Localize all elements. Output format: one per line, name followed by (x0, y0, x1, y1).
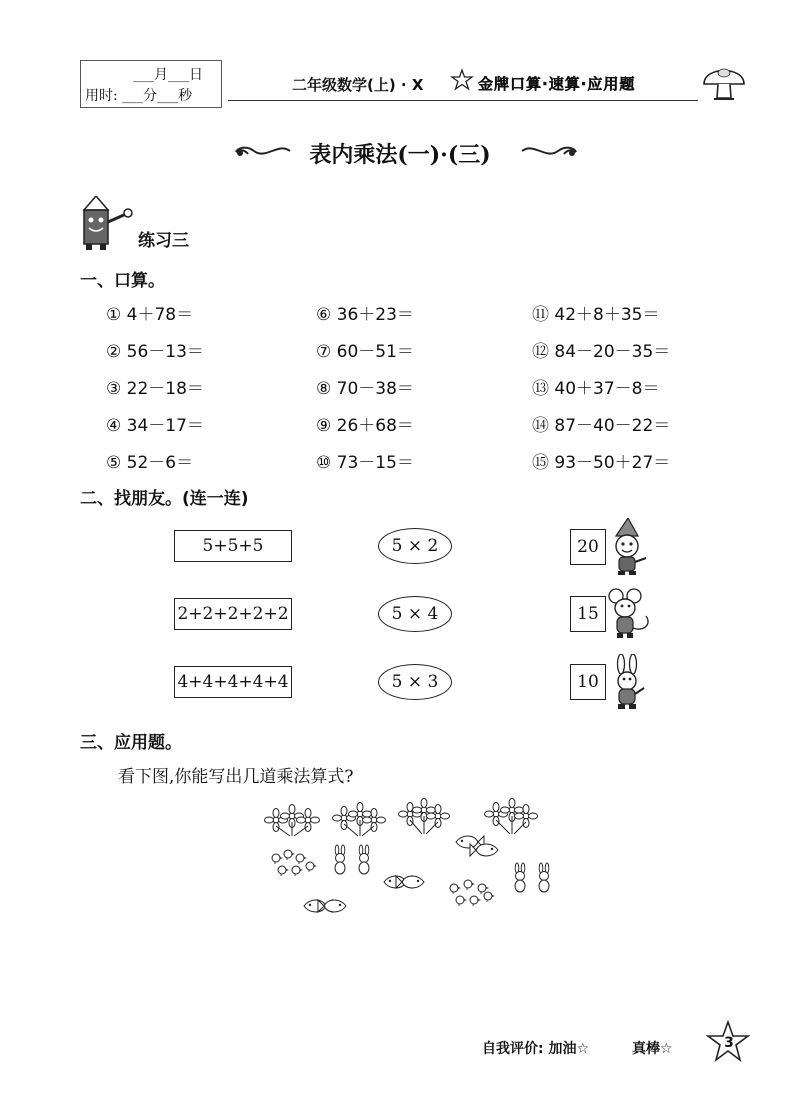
section1-heading: 一、口算。 (80, 271, 165, 291)
rabbit-icon (606, 654, 650, 714)
exercise-12: ⑫ 84－20－35＝ (532, 342, 671, 362)
date-line: ___月___日 (133, 67, 203, 83)
sum-box-3[interactable]: 4+4+4+4+4 (174, 666, 292, 698)
exercise-13: ⑬ 40＋37－8＝ (532, 379, 660, 399)
chicks-group-2 (450, 880, 495, 906)
exercise-9: ⑨ 26＋68＝ (316, 416, 414, 436)
fish-pair-1 (456, 836, 498, 856)
exercise-15: ⑮ 93－50＋27＝ (532, 453, 671, 473)
section2-heading: 二、找朋友。(连一连) (80, 489, 249, 509)
exercise-3: ③ 22－18＝ (106, 379, 204, 399)
exercise-10: ⑩ 73－15＝ (316, 453, 414, 473)
exercise-14: ⑭ 87－40－22＝ (532, 416, 671, 436)
book-title: 二年级数学(上) · X (292, 76, 424, 94)
header-divider (228, 100, 698, 101)
page-title: 表内乘法(一)·(三) (309, 142, 491, 168)
product-oval-3[interactable]: 5 × 3 (378, 664, 452, 700)
cat-wizard-icon (606, 518, 652, 576)
exercise-11: ⑪ 42＋8＋35＝ (532, 305, 660, 325)
result-box-3[interactable]: 10 (570, 664, 606, 700)
sum-box-1[interactable]: 5+5+5 (174, 530, 292, 562)
flowers-group-2 (333, 803, 386, 837)
date-time-box (80, 60, 222, 108)
exercise-1: ① 4＋78＝ (106, 305, 194, 325)
rabbits-group-1 (335, 845, 369, 874)
chicks-group-1 (272, 850, 317, 876)
product-oval-1[interactable]: 5 × 2 (378, 528, 452, 564)
exercise-2: ② 56－13＝ (106, 342, 204, 362)
sum-box-2[interactable]: 2+2+2+2+2 (174, 598, 292, 630)
time-line: 用时: ___分___秒 (85, 88, 193, 104)
counting-picture (262, 796, 562, 926)
exercise-7: ⑦ 60－51＝ (316, 342, 414, 362)
exercise-5: ⑤ 52－6＝ (106, 453, 194, 473)
page-number: 3 (724, 1035, 734, 1051)
pencil-mascot-icon (76, 196, 138, 252)
exercise-8: ⑧ 70－38＝ (316, 379, 414, 399)
result-box-2[interactable]: 15 (570, 596, 606, 632)
self-evaluation: 自我评价: 加油☆ (482, 1041, 590, 1057)
exercise-4: ④ 34－17＝ (106, 416, 204, 436)
fish-pair-3 (304, 900, 346, 912)
practice-label: 练习三 (138, 231, 189, 251)
fish-pair-2 (384, 876, 424, 888)
star-icon (450, 68, 474, 92)
section3-heading: 三、应用题。 (80, 733, 182, 753)
flowers-group-3 (399, 799, 450, 835)
mushroom-icon (700, 58, 748, 104)
great-rating: 真棒☆ (632, 1041, 673, 1057)
flowers-group-1 (265, 805, 320, 837)
series-title: 金牌口算·速算·应用题 (478, 75, 636, 93)
result-box-1[interactable]: 20 (570, 529, 606, 565)
word-problem-question: 看下图,你能写出几道乘法算式? (118, 767, 354, 787)
right-ornament-icon (520, 140, 580, 162)
flowers-group-4 (485, 799, 538, 835)
mouse-icon (606, 586, 656, 642)
product-oval-2[interactable]: 5 × 4 (378, 596, 452, 632)
exercise-6: ⑥ 36＋23＝ (316, 305, 414, 325)
rabbits-group-2 (515, 863, 549, 892)
